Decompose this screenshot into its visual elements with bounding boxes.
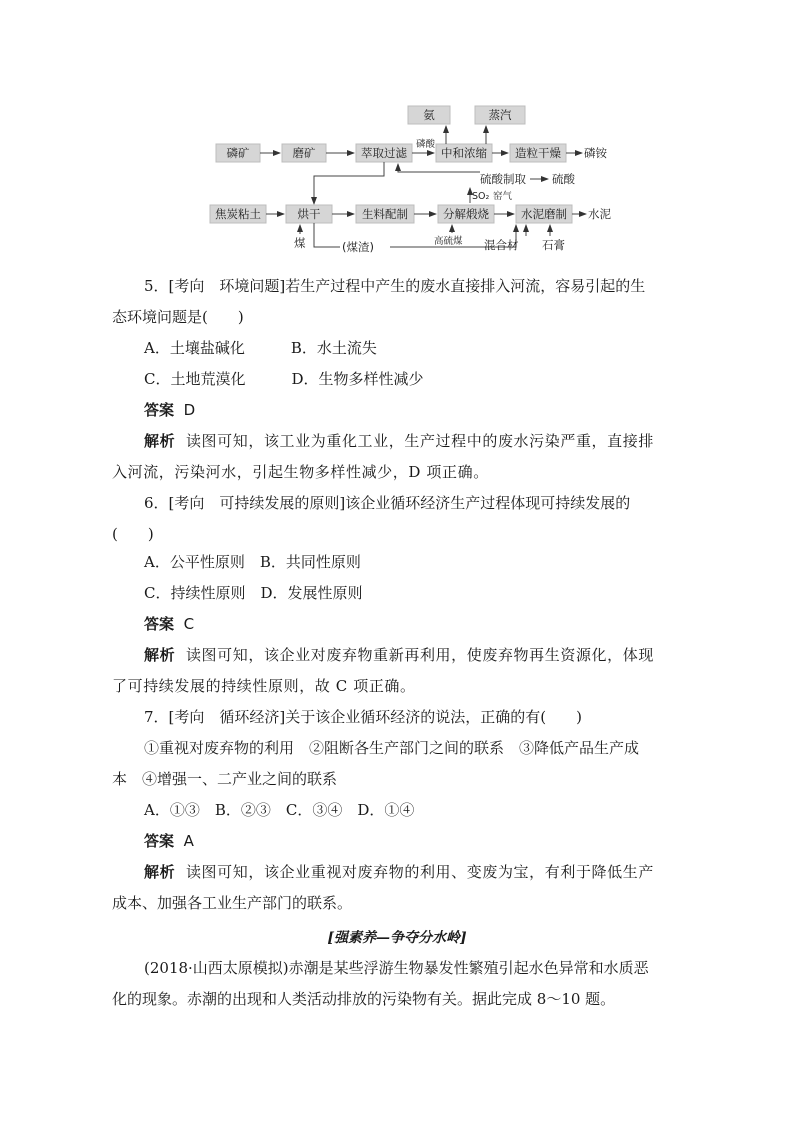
answer-label: 答案: [144, 401, 175, 419]
label-ammonium-phosphate: 磷铵: [584, 146, 607, 160]
node-granulate-dry: 造粒干燥: [515, 146, 561, 160]
label-gypsum: 石膏: [542, 238, 565, 252]
q5-option-b: B．水土流失: [290, 339, 377, 357]
analysis-label: 解析: [144, 432, 176, 450]
node-steam: 蒸汽: [488, 108, 512, 122]
label-so2: SO₂: [472, 191, 490, 202]
q7-items-line2: 本 ④增强一、二产业之间的联系: [112, 770, 338, 788]
label-coal: 煤: [294, 236, 306, 250]
q6-options-cd: C．持续性原则 D．发展性原则: [144, 584, 363, 602]
q7-analysis-line2: 成本、加强各工业生产部门的联系。: [112, 894, 353, 912]
label-cement: 水泥: [588, 207, 611, 221]
q5-analysis-line2: 入河流，污染河水，引起生物多样性减少，D 项正确。: [112, 463, 489, 481]
passage-line2: 化的现象。赤潮的出现和人类活动排放的污染物有关。据此完成 8～10 题。: [112, 990, 616, 1008]
q6-answer-line: [144, 614, 716, 634]
circular-economy-flow-diagram: [190, 100, 630, 260]
node-cement-grinding: 水泥磨制: [521, 207, 567, 221]
q6-stem-line2: ( ): [112, 525, 154, 543]
q5-analysis-text1: 读图可知，该工业为重化工业，生产过程中的废水污染严重，直接排: [185, 432, 654, 450]
q6-stem-line1: 6．[考向 可持续发展的原则]该企业循环经济生产过程体现可持续发展的: [144, 494, 631, 512]
q5-option-d: D．生物多样性减少: [291, 370, 424, 388]
node-drying: 烘干: [297, 207, 321, 221]
q5-options-cd: [144, 369, 716, 389]
label-sulfuric-acid: 硫酸: [552, 172, 575, 186]
label-sulfuric-acid-making: 硫酸制取: [480, 172, 526, 186]
q7-stem: 7．[考向 循环经济]关于该企业循环经济的说法，正确的有( ): [144, 708, 582, 726]
q5-option-a: A．土壤盐碱化: [144, 339, 245, 357]
node-ammonia: 氨: [423, 108, 435, 122]
label-kiln-gas: 窑气: [493, 191, 513, 202]
node-neutralize-concentrate: 中和浓缩: [441, 146, 487, 160]
q5-option-c: C．土地荒漠化: [144, 370, 246, 388]
q6-analysis-text1: 读图可知，该企业对废弃物重新再利用，使废弃物再生资源化，体现: [185, 646, 654, 664]
q7-answer: A: [183, 832, 194, 850]
node-raw-material: 生料配制: [362, 207, 408, 221]
q6-analysis-line1: [144, 645, 716, 665]
node-decompose-calcine: 分解煅烧: [443, 207, 489, 221]
analysis-label: 解析: [144, 646, 176, 664]
label-phosphoric-acid: 磷酸: [416, 139, 436, 150]
q7-analysis-text1: 读图可知，该企业重视对废弃物的利用、变废为宝，有利于降低生产: [185, 863, 654, 881]
q6-answer: C: [183, 615, 195, 633]
answer-label: 答案: [144, 832, 175, 850]
q5-analysis-line1: [144, 431, 716, 451]
analysis-label: 解析: [144, 863, 176, 881]
q5-options-ab: [144, 338, 716, 358]
q7-answer-line: [144, 831, 716, 851]
q5-stem-line1: 5．[考向 环境问题]若生产过程中产生的废水直接排入河流，容易引起的生: [144, 277, 646, 295]
node-phosphate-ore: 磷矿: [226, 146, 250, 160]
node-extraction-filter: 萃取过滤: [361, 146, 407, 160]
q6-options-ab: A．公平性原则 B．共同性原则: [144, 553, 361, 571]
q7-items-line1: ①重视对废弃物的利用 ②阻断各生产部门之间的联系 ③降低产品生产成: [144, 739, 640, 757]
q6-analysis-line2: 了可持续发展的持续性原则，故 C 项正确。: [112, 677, 416, 695]
node-coke-clay: 焦炭粘土: [215, 207, 261, 221]
q5-answer-line: [144, 400, 716, 420]
label-high-sulfur-coal: 高硫煤: [434, 236, 463, 247]
q5-stem-line2: 态环境问题是( ): [112, 308, 244, 326]
section-banner: [强素养—争夺分水岭]: [327, 930, 467, 946]
label-coal-slag: (煤渣): [342, 240, 374, 254]
answer-label: 答案: [144, 615, 175, 633]
label-admixture: 混合材: [484, 238, 519, 252]
passage-line1: (2018·山西太原模拟)赤潮是某些浮游生物暴发性繁殖引起水色异常和水质恶: [144, 959, 649, 977]
q5-answer: D: [183, 401, 196, 419]
node-grinding: 磨矿: [292, 146, 316, 160]
q7-analysis-line1: [144, 862, 716, 882]
q7-options: A．①③ B．②③ C．③④ D．①④: [144, 801, 415, 819]
